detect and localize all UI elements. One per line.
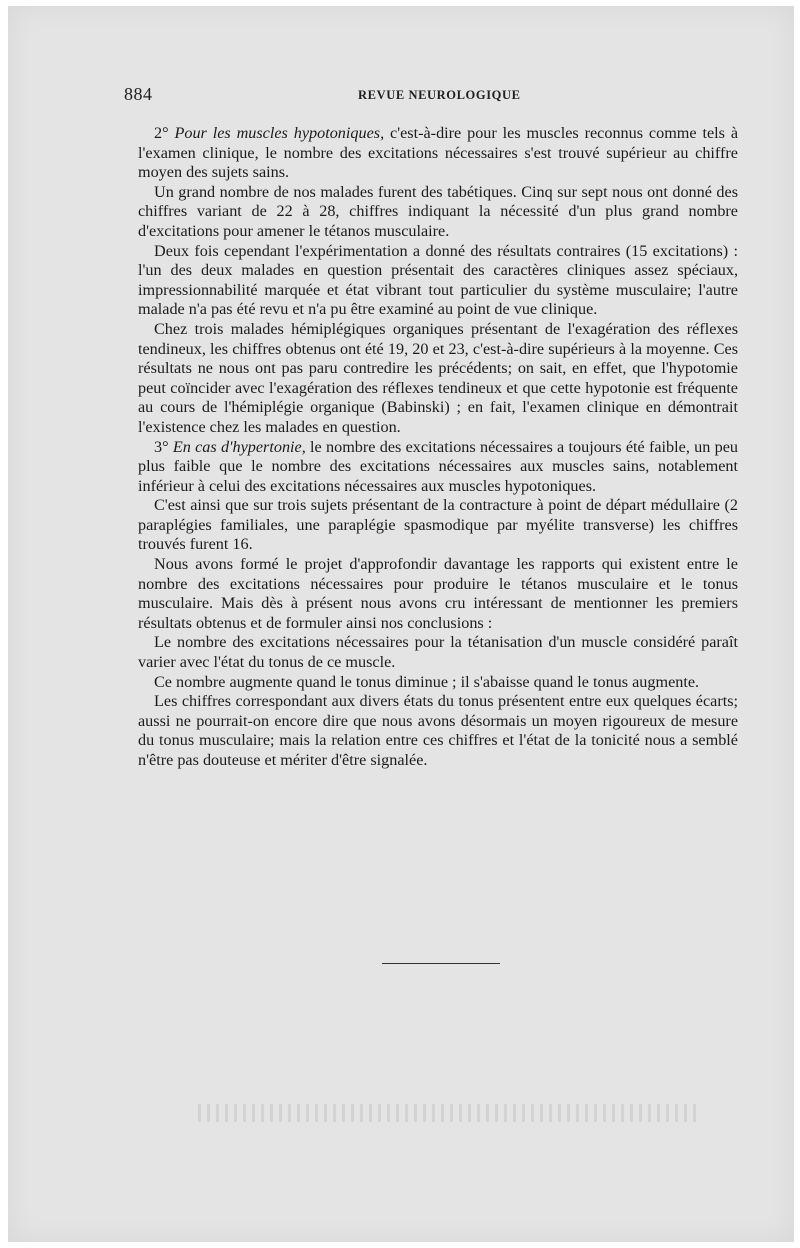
running-head: REVUE NEUROLOGIQUE <box>358 88 521 102</box>
paragraph-text: C'est ainsi que sur trois sujets présentant de la contracture à point de départ médullaire (2 paraplégies familiales, une paraplégie spasmodique par myélite transverse) les chiffres trouvés furent 16. <box>138 496 738 554</box>
paragraph-lead: 3° <box>154 437 173 456</box>
paragraph-text: Deux fois cependant l'expérimentation a donné des résultats contraires (15 excitations) : l'un des deux malades en question présentait des caractères cliniques assez spéciaux, impressionnabilité marquée et état vibrant tout particulier du système musculaire; l'autre malade n'a pas été revu et n'a pu être examiné au point de vue clinique. <box>138 241 738 319</box>
paragraph-text: Les chiffres correspondant aux divers états du tonus présentent entre eux quelques écarts; aussi ne pourrait-on encore dire que nous avons désormais un moyen rigoureux de mesure du tonus musculaire; mais la relation entre ces chiffres et l'état de la tonicité nous a semblé n'être pas douteuse et mériter d'être signalée. <box>138 692 738 769</box>
paragraph <box>138 242 738 320</box>
paragraph <box>138 183 738 242</box>
paragraph-text: le nombre des excitations nécessaires a toujours été faible, un peu plus faible que le nombre des excitations nécessaires aux muscles sains, notablement inférieur à celui des excitations nécessaires aux muscles hypotoniques. <box>138 437 738 495</box>
paragraph-text: Le nombre des excitations nécessaires pour la tétanisation d'un muscle considéré paraît varier avec l'état du tonus de ce muscle. <box>138 633 738 672</box>
page-number: 884 <box>124 84 153 104</box>
paragraph-lead: 2° <box>154 124 175 142</box>
paragraph <box>138 555 738 633</box>
paragraph <box>138 496 738 555</box>
paragraph <box>138 124 738 183</box>
end-rule <box>382 963 500 964</box>
paragraph-text: Nous avons formé le projet d'approfondir davantage les rapports qui existent entre le nombre des excitations nécessaires pour produire le tétanos musculaire et le tonus musculaire. Mais dès à présent nous avons cru intéressant de mentionner les premiers résultats obtenus et de formuler ainsi nos conclusions : <box>138 555 738 632</box>
paragraph <box>138 438 738 497</box>
paragraph-lead-italic: Pour les muscles hypotoniques, <box>174 124 385 142</box>
paragraph <box>138 673 738 693</box>
paragraph-text: Ce nombre augmente quand le tonus diminue ; il s'abaisse quand le tonus augmente. <box>154 672 700 691</box>
paragraph-lead-italic: En cas d'hypertonie, <box>172 437 306 456</box>
article-body <box>138 124 738 771</box>
paragraph-text: Un grand nombre de nos malades furent des tabétiques. Cinq sur sept nous ont donné des chiffres variant de 22 à 28, chiffres indiquant la nécessité d'un plus grand nombre d'excitations pour amener le tétanos musculaire. <box>138 182 738 240</box>
page-sheet <box>8 6 794 1242</box>
paragraph <box>138 633 738 672</box>
paragraph-text: Chez trois malades hémiplégiques organiques présentant de l'exagération des réflexes tendineux, les chiffres obtenus ont été 19, 20 et 23, c'est-à-dire supérieurs à la moyenne. Ces résultats ne nous ont pas paru contredire les précédents; on sait, en effet, que l'hypotomie peut coïncider avec l'exagération des réflexes tendineux et que cette hypotonie est fréquente au cours de l'hémiplégie organique (Babinski) ; en fait, l'examen clinique en démontrait l'existence chez les malades en question. <box>138 319 738 436</box>
paragraph-text: c'est-à-dire pour les muscles reconnus comme tels à l'examen clinique, le nombre des excitations nécessaires s'est trouvé supérieur au chiffre moyen des sujets sains. <box>138 124 739 182</box>
page-header <box>122 84 734 108</box>
show-through-texture <box>198 1104 698 1122</box>
paragraph <box>138 320 738 438</box>
paragraph <box>138 692 738 770</box>
